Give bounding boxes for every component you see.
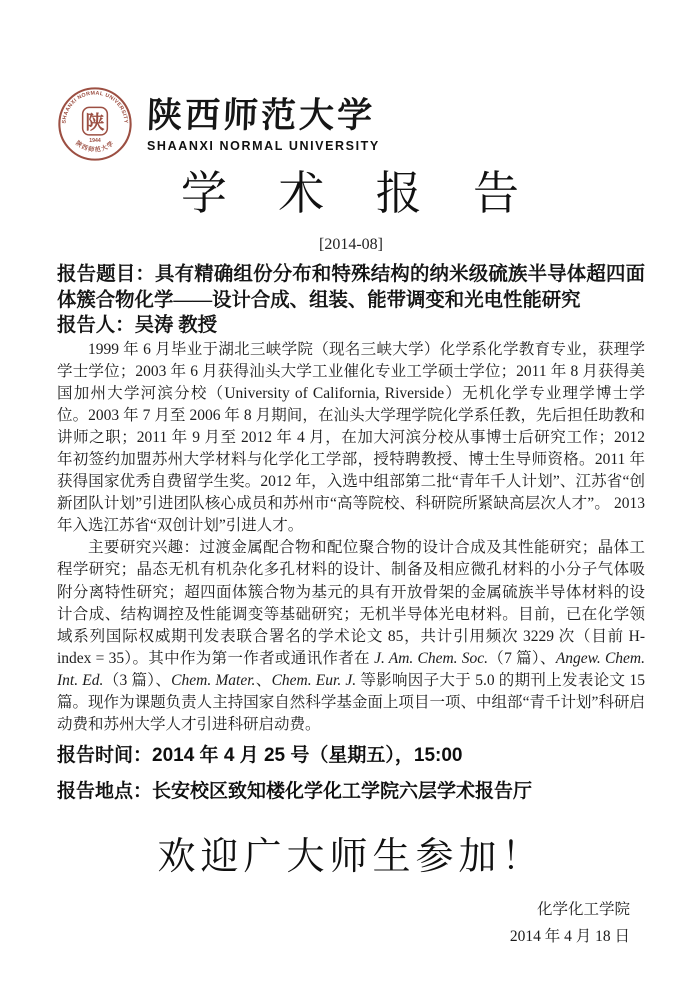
journal-separator: 、	[255, 671, 272, 689]
university-name-block	[147, 94, 380, 154]
journal-name-chem-eur-j: Chem. Eur. J.	[271, 671, 357, 689]
welcome-message: 欢迎广大师生参加！	[157, 836, 545, 879]
biography-paragraph-1: 1999 年 6 月毕业于湖北三峡学院（现名三峡大学）化学系化学教育专业，获理学学士学位；2003 年 6 月获得汕头大学工业催化专业工学硕士学位；2011 年 8 月获得美国加州大学河滨分校（University of California, Riverside）无机化学专业理学博士学位。2003 年 7 月至 2006 年 8 月期间，在汕头大学理学院化学系任教，先后担任助教和讲师之职；2011 年 9 月至 2012 年 4 月，在加大河滨分校从事博士后研究工作；2012 年初签约加盟苏州大学材料与化学化工学部，授特聘教授、博士生导师资格。2011 年获得国家优秀自费留学生奖。2012 年，入选中组部第二批“青年千人计划”、江苏省“创新团队计划”引进团队核心成员和苏州市“高等院校、科研院所紧缺高层次人才”。 2013 年入选江苏省“双创计划”引进人才。	[57, 340, 645, 535]
report-topic	[57, 262, 645, 313]
university-name-zh: 陕西师范大学	[146, 96, 376, 135]
journal-separator: （7 篇）、	[487, 649, 556, 667]
journal-separator: （3 篇）、	[103, 671, 172, 689]
seal-year: 1944	[89, 138, 101, 145]
event-details	[57, 744, 645, 804]
report-time-label: 报告时间：	[57, 745, 153, 767]
signature-date: 2014 年 4 月 18 日	[509, 928, 630, 946]
university-name-en: SHAANXI NORMAL UNIVERSITY	[147, 139, 380, 153]
report-topic-block	[57, 262, 645, 339]
report-time-value: 2014 年 4 月 25 号（星期五），15:00	[152, 745, 463, 767]
signature-organizer: 化学化工学院	[536, 901, 630, 919]
seal-center-character: 陕	[85, 112, 105, 134]
university-logo	[57, 86, 645, 162]
page-title: 学 术 报 告	[180, 168, 522, 219]
biography-paragraph-2	[57, 537, 645, 736]
report-topic-label: 报告题目：	[57, 264, 156, 285]
report-location-label: 报告地点：	[57, 781, 153, 803]
seal-arc-bottom-text: 陕西师范大学	[74, 140, 116, 154]
speaker-biography	[57, 339, 645, 737]
report-time	[57, 744, 645, 768]
research-interests-text: 主要研究兴趣：过渡金属配合物和配位聚合物的设计合成及其性能研究；晶体工程学研究；晶态无机有机杂化多孔材料的设计、制备及相应微孔材料的小分子气体吸附分离特性研究；超四面体簇合物为基元的具有开放骨架的金属硫族半导体材料的设计合成、结构调控及性能调变等基础研究；无机半导体光电材料。目前，已在化学领域系列国际权威期刊发表联合署名的学术论文 85，共计引用频次 3229 次（目前 H-index = 35）。其中作为第一作者或通讯作者在	[57, 539, 645, 667]
report-speaker	[57, 313, 645, 339]
journal-name-chem-mater: Chem. Mater.	[171, 671, 256, 689]
report-speaker-label: 报告人：	[57, 315, 135, 336]
report-location-value: 长安校区致知楼化学化工学院六层学术报告厅	[152, 781, 533, 803]
signature-block	[57, 896, 630, 950]
issue-number: [2014-08]	[319, 236, 383, 253]
report-topic-text: 具有精确组份分布和特殊结构的纳米级硫族半导体超四面体簇合物化学——设计合成、组装、能带调变和光电性能研究	[57, 264, 646, 311]
university-seal-icon	[57, 86, 133, 162]
publications-text: 等影响因子大于 5.0 的期刊上发表论文 15 篇。现作为课题负责人主持国家自然科学基金面上项目一项、中组部“青千计划”科研启动费和苏州大学人才引进科研启动费。	[57, 671, 645, 734]
report-location	[57, 780, 645, 804]
journal-name-angew: Angew. Chem. Int. Ed.	[57, 649, 645, 689]
seal-arc-top-text: SHAANXI NORMAL UNIVERSITY	[61, 90, 129, 124]
journal-name-jacs: J. Am. Chem. Soc.	[374, 649, 488, 667]
report-speaker-name: 吴涛 教授	[134, 315, 217, 336]
